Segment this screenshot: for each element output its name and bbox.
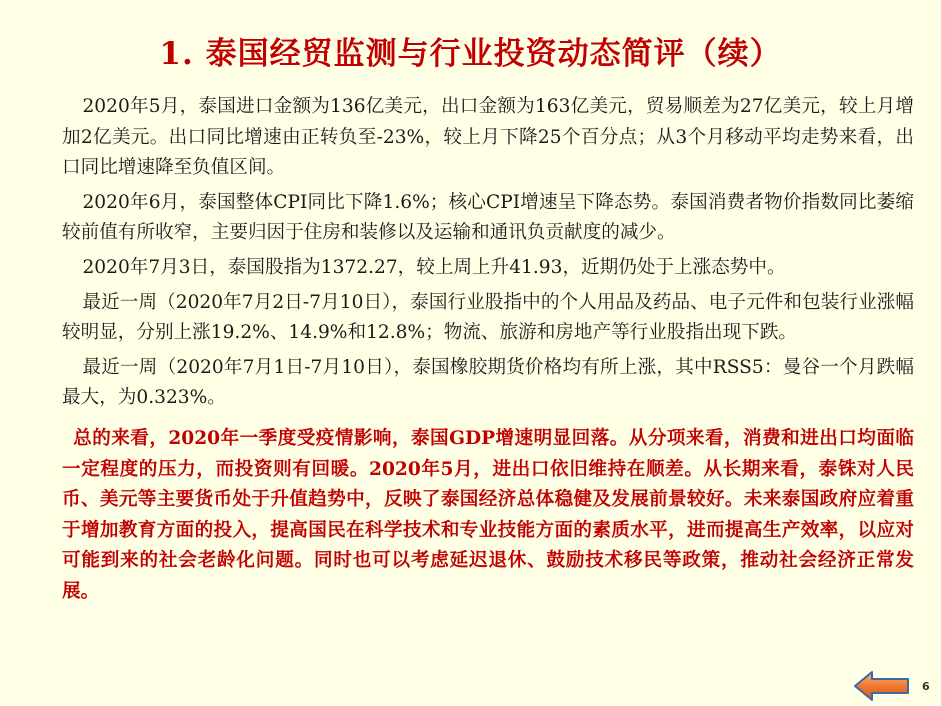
slide-title: 1. 泰国经贸监测与行业投资动态简评（续） [159, 36, 782, 72]
page-number: 6 [922, 680, 930, 693]
slide-body [62, 92, 914, 612]
paragraph-trade: 2020年5月，泰国进口金额为136亿美元，出口金额为163亿美元，贸易顺差为27亿美元，较上月增加2亿美元。出口同比增速由正转负至-23%，较上月下降25个百分点；从3个月移动平均走势来看，出口同比增速降至负值区间。 [62, 96, 914, 179]
paragraph-cpi: 2020年6月，泰国整体CPI同比下降1.6%；核心CPI增速呈下降态势。泰国消费者物价指数同比萎缩较前值有所收窄，主要归因于住房和装修以及运输和通讯负贡献度的减少。 [62, 191, 914, 244]
summary-paragraph: 总的来看，2020年一季度受疫情影响，泰国GDP增速明显回落。从分项来看，消费和进出口均面临一定程度的压力，而投资则有回暖。2020年5月，进出口依旧维持在顺差。从长期来看，泰铢对人民币、美元等主要货币处于升值趋势中，反映了泰国经济总体稳健及发展前景较好。未来泰国政府应着重于增加教育方面的投入，提高国民在科学技术和专业技能方面的素质水平，进而提高生产效率，以应对可能到来的社会老龄化问题。同时也可以考虑延迟退休、鼓励技术移民等政策，推动社会经济正常发展。 [62, 427, 914, 602]
left-arrow-icon[interactable] [853, 670, 911, 702]
paragraph-rubber-futures: 最近一周（2020年7月1日-7月10日），泰国橡胶期货价格均有所上涨，其中RSS5：曼谷一个月跌幅最大，为0.323%。 [62, 356, 914, 409]
paragraph-stock-index: 2020年7月3日，泰国股指为1372.27，较上周上升41.93，近期仍处于上涨态势中。 [82, 256, 786, 278]
paragraph-industry-index: 最近一周（2020年7月2日-7月10日），泰国行业股指中的个人用品及药品、电子元件和包装行业涨幅较明显，分别上涨19.2%、14.9%和12.8%；物流、旅游和房地产等行业股指出现下跌。 [62, 291, 914, 344]
